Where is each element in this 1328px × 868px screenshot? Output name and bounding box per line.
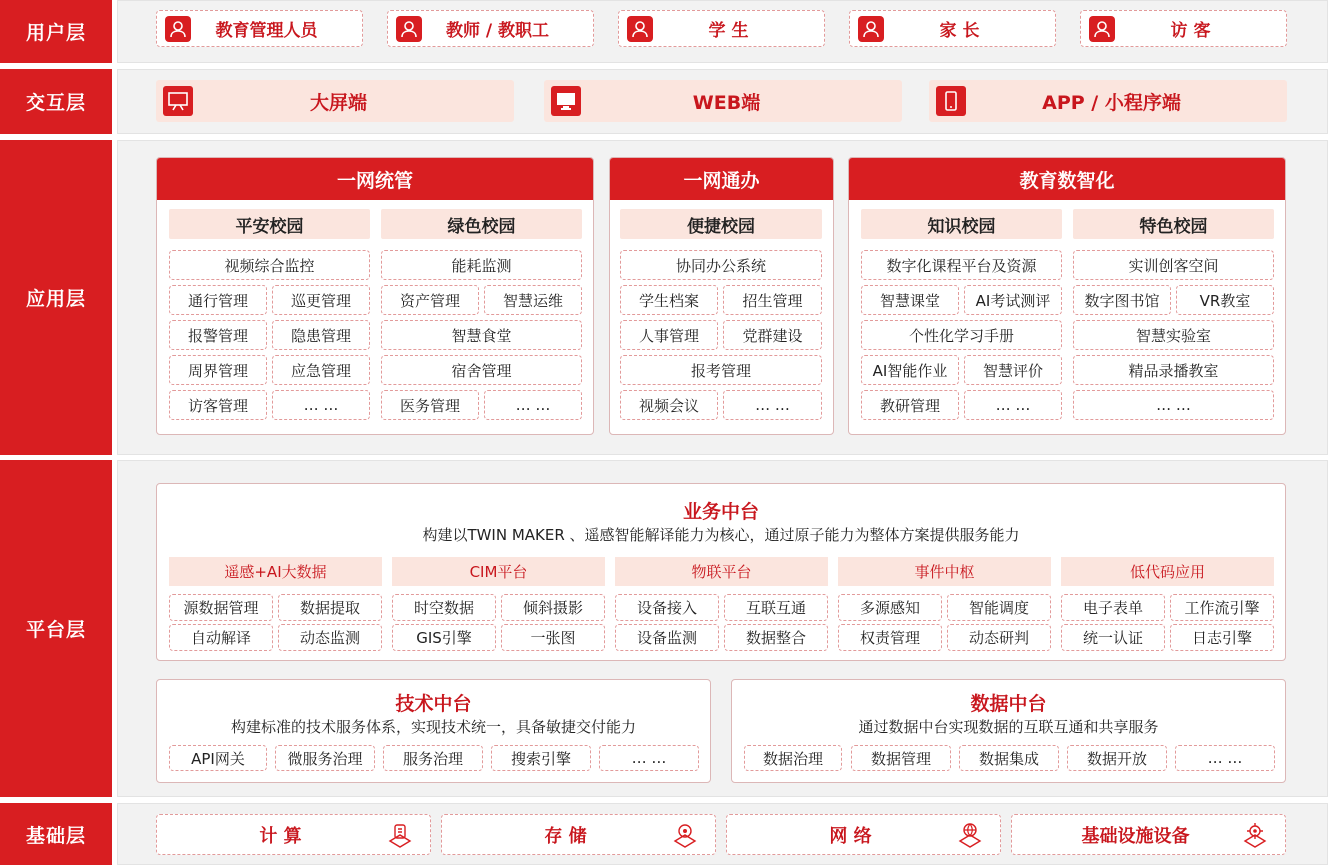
cell-access[interactable]: 通行管理 [169,285,267,315]
cell-more[interactable]: … … [723,390,822,420]
col-bianjie-head: 便捷校园 [620,209,822,239]
tech-center-title: 技术中台 [395,693,472,715]
teacher-person-icon [396,16,422,42]
user-teacher-label: 教师 / 教职工 [445,21,550,41]
business-center-desc: 构建以TWIN MAKER 、遥感智能解译能力为核心，通过原子能力为整体方案提供服务能力 [422,526,1020,544]
col-lvse [381,209,582,239]
biz-col-head: 物联平台 [615,557,828,586]
biz-cell[interactable]: 动态监测 [278,624,382,651]
cell-asset[interactable]: 资产管理 [381,285,479,315]
col-pingan [169,209,370,239]
cell-office[interactable]: 协同办公系统 [620,250,822,280]
platform-layer-body [117,460,1328,797]
user-layer-body [117,0,1328,63]
base-storage[interactable] [441,814,716,855]
student-person-icon [627,16,653,42]
biz-cell[interactable]: 数据提取 [278,594,382,621]
app-layer-body [117,140,1328,455]
user-visitor[interactable] [1080,10,1287,47]
cell-energy[interactable]: 能耗监测 [381,250,582,280]
panel-yiwang-tongban [609,157,834,435]
cell-more[interactable]: … … [272,390,370,420]
cell-patrol[interactable]: 巡更管理 [272,285,370,315]
cell-research[interactable]: 教研管理 [861,390,959,420]
platform-layer-label: 平台层 [0,460,112,797]
cell-ops[interactable]: 智慧运维 [484,285,582,315]
gear-device-icon [1239,819,1271,851]
cell-more[interactable]: … … [964,390,1062,420]
visitor-person-icon [1089,16,1115,42]
biz-col-head: 事件中枢 [838,557,1051,586]
monitor-icon [551,86,581,116]
col-pingan-head: 平安校园 [169,209,370,239]
data-cell[interactable]: 数据治理 [744,745,842,771]
interact-big-screen-label: 大屏端 [309,91,367,114]
biz-cell[interactable]: 统一认证 [1061,624,1165,651]
presentation-screen-icon [163,86,193,116]
base-compute[interactable] [156,814,431,855]
interact-web-label: WEB端 [692,91,761,114]
base-infrastructure-label: 基础设施设备 [1081,825,1190,847]
interact-layer [0,69,1328,134]
cell-perimeter[interactable]: 周界管理 [169,355,267,385]
biz-cell[interactable]: 动态研判 [947,624,1051,651]
business-center-title: 业务中台 [682,501,759,523]
cell-canteen[interactable]: 智慧食堂 [381,320,582,350]
cell-smart-eval[interactable]: 智慧评价 [964,355,1062,385]
cell-vr[interactable]: VR教室 [1176,285,1274,315]
base-storage-label: 存 储 [544,825,587,847]
user-student-label: 学 生 [708,21,749,41]
tech-center-panel [156,679,711,783]
cell-party[interactable]: 党群建设 [723,320,822,350]
biz-col-head: 低代码应用 [1061,557,1274,586]
col-tese-head: 特色校园 [1073,209,1274,239]
biz-cell[interactable]: 时空数据 [392,594,496,621]
col-tese [1073,209,1274,239]
cell-learning-manual[interactable]: 个性化学习手册 [861,320,1062,350]
tech-cell[interactable]: 服务治理 [383,745,483,771]
interact-layer-label: 交互层 [0,69,112,134]
biz-cell[interactable]: 源数据管理 [169,594,273,621]
data-center-panel [731,679,1286,783]
biz-cell[interactable]: 权责管理 [838,624,942,651]
cell-medical[interactable]: 医务管理 [381,390,479,420]
user-layer [0,0,1328,63]
biz-cell[interactable]: 倾斜摄影 [501,594,605,621]
parent-person-icon [858,16,884,42]
cell-video-meeting[interactable]: 视频会议 [620,390,718,420]
base-network[interactable] [726,814,1001,855]
user-parent[interactable] [849,10,1056,47]
panel-yiwang-tongban-title: 一网通办 [610,158,833,200]
data-cell[interactable]: … … [1175,745,1275,771]
cell-more[interactable]: … … [484,390,582,420]
cell-alarm[interactable]: 报警管理 [169,320,267,350]
network-icon [954,819,986,851]
col-lvse-head: 绿色校园 [381,209,582,239]
col-bianjie [620,209,822,239]
cell-hr[interactable]: 人事管理 [620,320,718,350]
biz-cell[interactable]: 多源感知 [838,594,942,621]
biz-cell[interactable]: 数据整合 [724,624,828,651]
cell-hazard[interactable]: 隐患管理 [272,320,370,350]
interact-app-label: APP / 小程序端 [1042,91,1181,114]
user-layer-label: 用户层 [0,0,112,63]
user-visitor-label: 访 客 [1170,21,1211,41]
interact-app[interactable] [929,80,1287,122]
interact-layer-body [117,69,1328,134]
panel-yiwang-tongguan-title: 一网统管 [157,158,593,200]
data-center-desc: 通过数据中台实现数据的互联互通和共享服务 [858,718,1159,736]
cell-recording[interactable]: 精品录播教室 [1073,355,1274,385]
biz-cell[interactable]: 一张图 [501,624,605,651]
user-admin-label: 教育管理人员 [215,21,318,41]
base-layer-label: 基础层 [0,803,112,865]
cell-digital-course[interactable]: 数字化课程平台及资源 [861,250,1062,280]
biz-cell[interactable]: 日志引擎 [1170,624,1274,651]
cell-smart-class[interactable]: 智慧课堂 [861,285,959,315]
biz-cell[interactable]: 电子表单 [1061,594,1165,621]
biz-cell[interactable]: 设备接入 [615,594,719,621]
biz-col-head: CIM平台 [392,557,605,586]
col-zhishi-head: 知识校园 [861,209,1062,239]
mobile-phone-icon [936,86,966,116]
cell-lab[interactable]: 智慧实验室 [1073,320,1274,350]
server-chip-icon [384,819,416,851]
tech-cell[interactable]: 搜索引擎 [491,745,591,771]
data-cell[interactable]: 数据集成 [959,745,1059,771]
cell-ai-exam[interactable]: AI考试测评 [964,285,1062,315]
base-compute-label: 计 算 [259,825,302,847]
cell-video-monitor[interactable]: 视频综合监控 [169,250,370,280]
cell-student-file[interactable]: 学生档案 [620,285,718,315]
base-layer [0,803,1328,865]
biz-cell[interactable]: 自动解译 [169,624,273,651]
user-teacher[interactable] [387,10,594,47]
app-layer-label: 应用层 [0,140,112,455]
interact-big-screen[interactable] [156,80,514,122]
interact-web[interactable] [544,80,902,122]
cell-ai-homework[interactable]: AI智能作业 [861,355,959,385]
base-layer-body [117,803,1328,865]
cell-exam-apply[interactable]: 报考管理 [620,355,822,385]
base-network-label: 网 络 [829,825,872,847]
panel-shuzhihua [848,157,1286,435]
cell-maker-space[interactable]: 实训创客空间 [1073,250,1274,280]
cell-library[interactable]: 数字图书馆 [1073,285,1171,315]
panel-yiwang-tongguan [156,157,594,435]
cell-enroll[interactable]: 招生管理 [723,285,822,315]
tech-center-desc: 构建标准的技术服务体系，实现技术统一，具备敏捷交付能力 [230,718,636,736]
biz-cell[interactable]: 工作流引擎 [1170,594,1274,621]
user-parent-label: 家 长 [939,21,980,41]
cell-visitor-mgmt[interactable]: 访客管理 [169,390,267,420]
tech-cell[interactable]: … … [599,745,699,771]
biz-cell[interactable]: 智能调度 [947,594,1051,621]
platform-layer [0,460,1328,797]
storage-disk-icon [669,819,701,851]
data-cell[interactable]: 数据管理 [851,745,951,771]
cell-more[interactable]: … … [1073,390,1274,420]
cell-dorm[interactable]: 宿舍管理 [381,355,582,385]
app-layer [0,140,1328,455]
data-cell[interactable]: 数据开放 [1067,745,1167,771]
user-student[interactable] [618,10,825,47]
biz-cell[interactable]: 互联互通 [724,594,828,621]
biz-cell[interactable]: GIS引擎 [392,624,496,651]
col-zhishi [861,209,1062,239]
data-center-title: 数据中台 [970,693,1047,715]
cell-emergency[interactable]: 应急管理 [272,355,370,385]
tech-cell[interactable]: 微服务治理 [275,745,375,771]
panel-shuzhihua-title: 教育数智化 [849,158,1285,200]
tech-cell[interactable]: API网关 [169,745,267,771]
business-center-panel [156,483,1286,661]
admin-person-icon [165,16,191,42]
user-admin[interactable] [156,10,363,47]
biz-cell[interactable]: 设备监测 [615,624,719,651]
biz-col-head: 遥感+AI大数据 [169,557,382,586]
base-infrastructure[interactable] [1011,814,1286,855]
